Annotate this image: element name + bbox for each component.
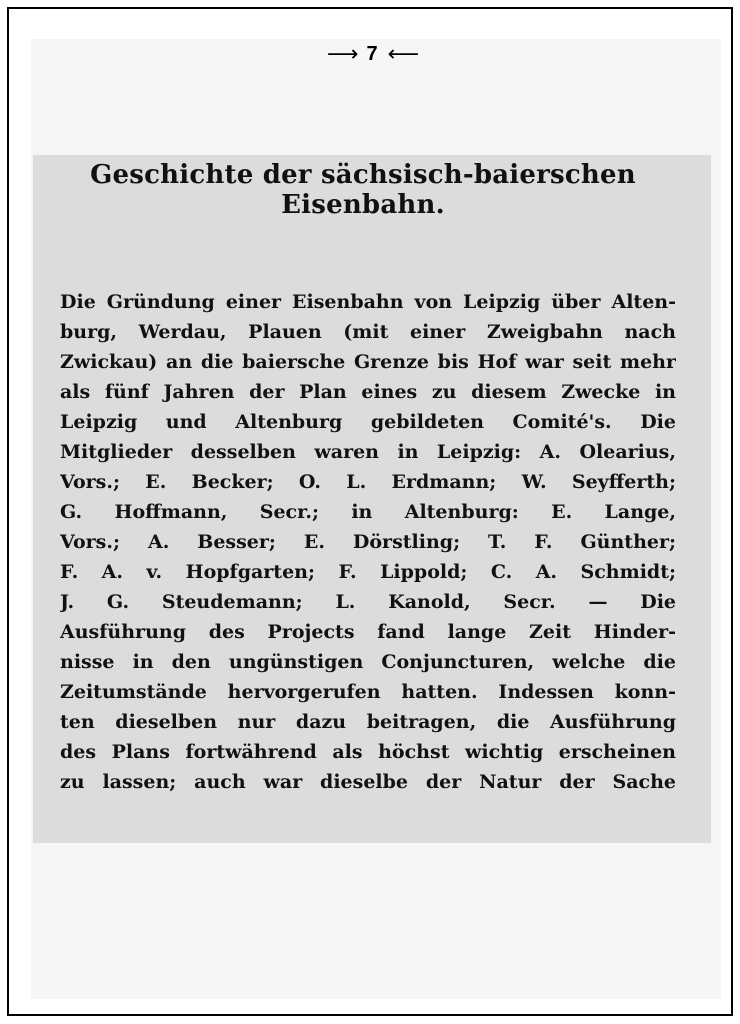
paragraph-line: F. A. v. Hopfgarten; F. Lippold; C. A. Schmidt; — [60, 561, 676, 583]
paragraph-line: G. Hoffmann, Secr.; in Altenburg: E. Lange, — [60, 501, 676, 523]
paragraph-line: Zwickau) an die baiersche Grenze bis Hof war seit mehr — [60, 351, 676, 373]
paragraph-line: Leipzig und Altenburg gebildeten Comité's. Die — [60, 411, 676, 433]
right-arrow-icon: ⟶ — [326, 41, 357, 67]
document-title: Geschichte der sächsisch-baierschen Eisenbahn. — [90, 160, 636, 220]
paragraph-line: Vors.; A. Besser; E. Dörstling; T. F. Günther; — [60, 531, 676, 553]
paragraph-line: burg, Werdau, Plauen (mit einer Zweigbahn nach — [60, 321, 676, 343]
page-number: 7 — [366, 43, 378, 65]
paragraph-line: des Plans fortwährend als höchst wichtig erscheinen — [60, 741, 676, 763]
paragraph-line: zu lassen; auch war dieselbe der Natur der Sache — [60, 771, 676, 793]
paragraph-line: als fünf Jahren der Plan eines zu diesem Zwecke in — [60, 381, 676, 403]
paragraph-line: Vors.; E. Becker; O. L. Erdmann; W. Seyfferth; — [60, 471, 676, 493]
paragraph-line: ten dieselben nur dazu beitragen, die Ausführung — [60, 711, 676, 733]
paragraph-line: J. G. Steudemann; L. Kanold, Secr. — Die — [60, 591, 676, 613]
paragraph-line: Ausführung des Projects fand lange Zeit Hinder- — [60, 621, 676, 643]
paragraph-line: Mitglieder desselben waren in Leipzig: A. Olearius, — [60, 441, 676, 463]
page-number-row — [9, 43, 733, 66]
body-paragraph — [60, 287, 676, 797]
paragraph-line: Die Gründung einer Eisenbahn von Leipzig über Alten- — [60, 291, 676, 313]
left-arrow-icon: ⟵ — [387, 41, 418, 67]
paragraph-line: Zeitumstände hervorgerufen hatten. Indessen konn- — [60, 681, 676, 703]
paragraph-line: nisse in den ungünstigen Conjuncturen, welche die — [60, 651, 676, 673]
